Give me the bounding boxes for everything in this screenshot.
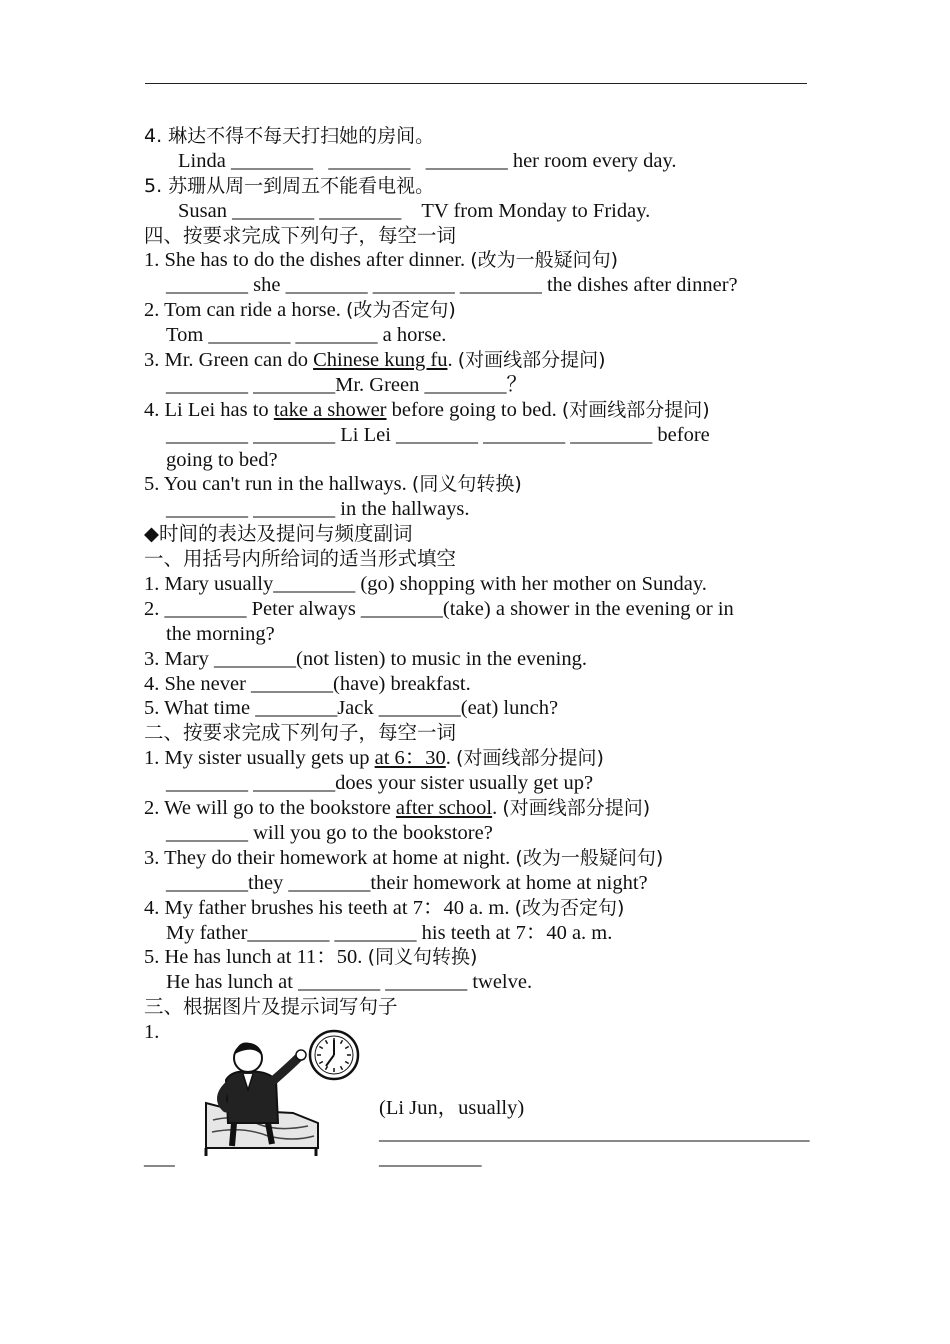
p3-q1-number: 1. <box>144 1021 160 1044</box>
s4-q4-answer-2: going to bed? <box>166 448 278 471</box>
s4-q5: 5. You can't run in the hallways. (同义句转换) <box>144 473 522 496</box>
q5-answer: Susan ________ ________ TV from Monday to Friday. <box>178 199 651 222</box>
s4-q2: 2. Tom can ride a horse. (改为否定句) <box>144 299 456 322</box>
underlined-phrase: Chinese kung fu <box>313 349 448 372</box>
p2-q5: 5. He has lunch at 11：50. (同义句转换) <box>144 946 478 969</box>
underlined-phrase: after school <box>395 797 493 820</box>
s4-q1: 1. She has to do the dishes after dinner. (改为一般疑问句) <box>144 249 619 272</box>
p2-q2: 2. We will go to the bookstore after school. (对画线部分提问) <box>144 797 651 820</box>
s4-q5-answer: ________ ________ in the hallways. <box>166 498 470 521</box>
underlined-phrase: take a shower <box>273 398 387 421</box>
p3-hint: (Li Jun，usually) <box>379 1097 525 1119</box>
p2-q3-answer: ________they ________their homework at home at night? <box>166 871 648 894</box>
worksheet <box>144 124 814 1045</box>
p2-q3: 3. They do their homework at home at night. (改为一般疑问句) <box>144 846 664 869</box>
p2-q4: 4. My father brushes his teeth at 7：40 a. m. (改为否定句) <box>144 896 625 919</box>
p3-answer-line-1: __________________________________________ <box>379 1122 810 1144</box>
p2-q4-answer: My father________ ________ his teeth at 7：40 a. m. <box>166 921 613 944</box>
underlined-phrase: at 6：30 <box>374 747 446 770</box>
s4-q4: 4. Li Lei has to take a shower before going to bed. (对画线部分提问) <box>144 398 710 421</box>
s4-q2-answer: Tom ________ ________ a horse. <box>166 324 447 347</box>
part2-heading: 二、按要求完成下列句子，每空一词 <box>144 721 457 745</box>
p1-item-4: 4. She never ________(have) breakfast. <box>144 672 471 695</box>
q4-answer: Linda ________ ________ ________ her room every day. <box>178 149 677 172</box>
header-rule <box>145 83 807 84</box>
p2-q1: 1. My sister usually gets up at 6：30. (对画线部分提问) <box>144 747 604 770</box>
s4-q3-answer: ________ ________Mr. Green ________？ <box>166 373 528 396</box>
p1-item-1: 1. Mary usually________ (go) shopping with her mother on Sunday. <box>144 573 707 596</box>
p1-item-2: 2. ________ Peter always ________(take) a shower in the evening or in <box>144 597 734 620</box>
p1-item-2-cont: the morning? <box>166 622 275 645</box>
section4-heading: 四、按要求完成下列句子，每空一词 <box>144 223 457 247</box>
p1-item-3: 3. Mary ________(not listen) to music in the evening. <box>144 647 587 670</box>
q4-prompt: 4. 琳达不得不每天打扫她的房间。 <box>144 125 435 147</box>
part3-heading: 三、根据图片及提示词写句子 <box>144 995 398 1019</box>
s4-q3: 3. Mr. Green can do Chinese kung fu. (对画线部分提问) <box>144 349 606 372</box>
p3-answer-line-2: __________ <box>379 1147 482 1169</box>
p2-q5-answer: He has lunch at ________ ________ twelve. <box>166 971 533 994</box>
boy-dressing-clock-picture <box>198 1028 363 1158</box>
s4-q1-answer: ________ she ________ ________ ________ the dishes after dinner? <box>166 274 738 297</box>
p1-item-5: 5. What time ________Jack ________(eat) lunch? <box>144 697 559 720</box>
q5-prompt: 5. 苏珊从周一到周五不能看电视。 <box>144 174 435 197</box>
part1-heading: 一、用括号内所给词的适当形式填空 <box>144 547 457 571</box>
p2-q2-answer: ________ will you go to the bookstore? <box>166 821 493 844</box>
s4-q4-answer-1: ________ ________ Li Lei ________ ________ ________ before <box>166 423 710 446</box>
topic-heading: ◆时间的表达及提问与频度副词 <box>144 522 413 546</box>
p3-answer-line-left: ___ <box>144 1147 175 1169</box>
p2-q1-answer: ________ ________does your sister usually get up? <box>166 772 594 795</box>
